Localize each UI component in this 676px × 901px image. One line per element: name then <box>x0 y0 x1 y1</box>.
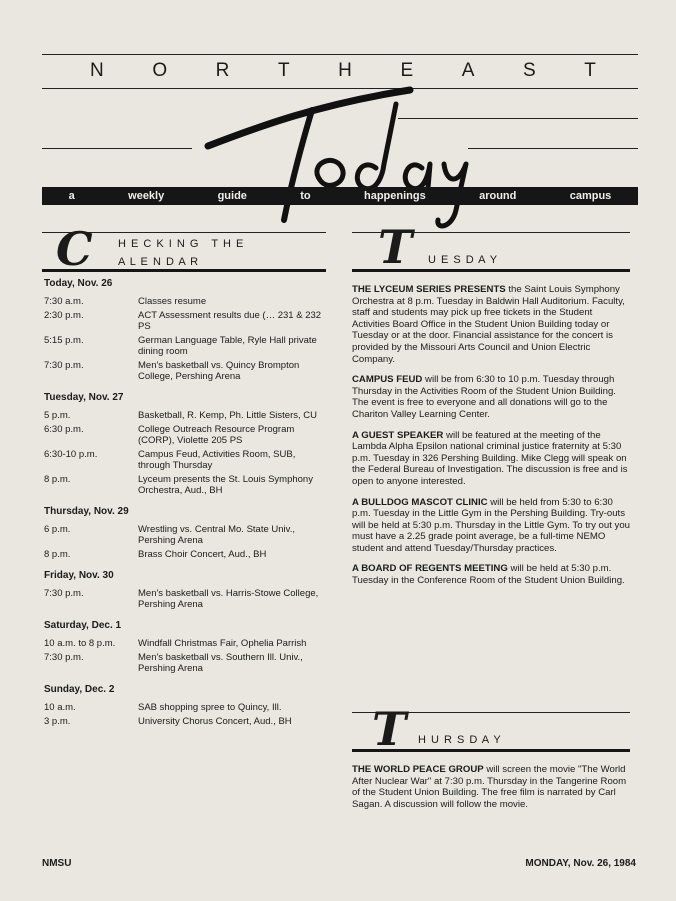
tuesday-item <box>352 497 630 555</box>
event-time: 8 p.m. <box>44 549 71 560</box>
northeast-letter: S <box>523 60 538 81</box>
item-body: will be held at 5:30 p.m. Tuesday in the Conference Room of the Student Union Building. <box>352 563 625 587</box>
event-desc: Campus Feud, Activities Room, SUB, through Thursday <box>138 449 296 471</box>
day-block <box>44 570 326 610</box>
calendar-heading-line1: H E C K I N G T H E <box>118 238 245 250</box>
event-desc: Basketball, R. Kemp, Ph. Little Sisters, CU <box>138 410 317 421</box>
northeast-letter: N <box>90 60 106 81</box>
calendar-event <box>44 310 326 332</box>
calendar-event <box>44 424 326 446</box>
day-block <box>44 684 326 727</box>
event-time: 2:30 p.m. <box>44 310 84 321</box>
weekly-guide-banner <box>42 187 638 205</box>
calendar-event <box>44 716 326 727</box>
banner-word: around <box>479 190 517 202</box>
tuesday-column <box>352 284 630 596</box>
calendar-heading <box>42 222 326 276</box>
event-time: 10 a.m. to 8 p.m. <box>44 638 116 649</box>
tuesday-item <box>352 374 630 420</box>
item-lead: THE WORLD PEACE GROUP <box>352 764 484 775</box>
calendar-event <box>44 335 326 357</box>
item-body: the Saint Louis Symphony Orchestra at 8 p.m. Tuesday in Baldwin Hall Auditorium. Faculty, staff and students may pick up free tickets in the Student Activities Board Office in the Student Union Building today or Tuesday or at the door. Financial assistance for the concert is provided by the Missouri Arts Council and Union Electric Company. <box>352 284 625 365</box>
day-heading: Tuesday, Nov. 27 <box>44 392 124 403</box>
tuesday-initial: T <box>378 220 413 274</box>
banner-word: a <box>68 190 75 202</box>
calendar-listing <box>44 278 326 737</box>
heading-rule-thick <box>352 749 630 752</box>
event-time: 7:30 p.m. <box>44 360 84 371</box>
northeast-letter: R <box>215 60 232 81</box>
northeast-letter: A <box>461 60 477 81</box>
item-lead: A GUEST SPEAKER <box>352 429 444 441</box>
event-time: 6:30 p.m. <box>44 424 84 435</box>
northeast-letter: H <box>338 60 354 81</box>
item-lead: CAMPUS FEUD <box>352 374 423 386</box>
event-time: 3 p.m. <box>44 716 71 727</box>
item-body: will be from 6:30 to 10 p.m. Tuesday through Thursday in the Activities Room of the Student Union Building. The event is free to everyone and all donations will go to the Chariton Valley Learning Center. <box>352 374 616 420</box>
thursday-initial: T <box>372 702 407 756</box>
calendar-event <box>44 588 326 610</box>
day-heading: Sunday, Dec. 2 <box>44 684 115 695</box>
event-desc: Brass Choir Concert, Aud., BH <box>138 549 267 560</box>
item-lead: THE LYCEUM SERIES PRESENTS <box>352 284 506 295</box>
event-desc: Wrestling vs. Central Mo. State Univ., Pershing Arena <box>138 524 295 546</box>
masthead-top-rule <box>42 54 638 55</box>
day-heading: Friday, Nov. 30 <box>44 570 114 581</box>
tuesday-heading-word: U E S D A Y <box>428 254 499 266</box>
event-time: 7:30 a.m. <box>44 296 84 307</box>
banner-word: campus <box>569 190 612 202</box>
item-lead: A BOARD OF REGENTS MEETING <box>352 563 508 575</box>
event-desc: Lyceum presents the St. Louis Symphony Orchestra, Aud., BH <box>138 474 313 496</box>
today-logo <box>200 60 490 240</box>
calendar-event <box>44 410 326 421</box>
day-block <box>44 278 326 382</box>
event-desc: Classes resume <box>138 296 207 307</box>
northeast-letter: T <box>584 60 598 81</box>
masthead-rule-4 <box>42 148 192 149</box>
calendar-initial: C <box>56 222 93 276</box>
calendar-event <box>44 524 326 546</box>
event-desc: German Language Table, Ryle Hall private dining room <box>138 335 317 357</box>
event-time: 10 a.m. <box>44 702 76 713</box>
masthead-rule-5 <box>468 148 638 149</box>
banner-word: weekly <box>128 190 165 202</box>
event-desc: Men's basketball vs. Quincy Brompton College, Pershing Arena <box>138 360 300 382</box>
event-time: 6:30-10 p.m. <box>44 449 98 460</box>
item-body: will be held from 5:30 to 6:30 p.m. Tuesday in the Little Gym in the Pershing Building. Try-outs will be held at 5:30 p.m. Thursday in the Little Gym. To try out you must have a 2.25 grade point average, be a full-time NEMO student and attend Tuesday/Thursday practices. <box>352 496 631 554</box>
calendar-event <box>44 449 326 471</box>
event-desc: Men's basketball vs. Harris-Stowe College, Pershing Arena <box>138 588 319 610</box>
event-desc: ACT Assessment results due (… 231 & 232 PS <box>138 310 322 332</box>
day-block <box>44 506 326 560</box>
day-heading: Saturday, Dec. 1 <box>44 620 122 631</box>
tuesday-heading <box>352 220 630 274</box>
banner-word: to <box>300 190 311 202</box>
tuesday-item <box>352 430 630 488</box>
event-time: 5 p.m. <box>44 410 71 421</box>
event-time: 8 p.m. <box>44 474 71 485</box>
calendar-event <box>44 638 326 649</box>
banner-word: guide <box>217 190 247 202</box>
day-block <box>44 392 326 496</box>
calendar-event <box>44 474 326 496</box>
calendar-event <box>44 360 326 382</box>
item-body: will be featured at the meeting of the Lambda Alpha Epsilon national criminal justice fraternity at 5:30 p.m. Tuesday in 326 Pershing Building. Mike Clegg will speak on the Federal Bureau of Investigation. The discussion is free and is open to anyone interested. <box>352 429 628 487</box>
thursday-heading <box>352 702 630 756</box>
day-heading: Today, Nov. 26 <box>44 278 113 289</box>
banner-word: happenings <box>364 190 426 202</box>
tuesday-item <box>352 563 630 586</box>
thursday-heading-word: H U R S D A Y <box>418 734 502 746</box>
northeast-letter: O <box>152 60 170 81</box>
event-desc: Windfall Christmas Fair, Ophelia Parrish <box>138 638 307 649</box>
calendar-event <box>44 702 326 713</box>
calendar-event <box>44 296 326 307</box>
day-heading: Thursday, Nov. 29 <box>44 506 129 517</box>
event-time: 7:30 p.m. <box>44 588 84 599</box>
event-time: 6 p.m. <box>44 524 71 535</box>
event-time: 5:15 p.m. <box>44 335 84 346</box>
footer-date: MONDAY, Nov. 26, 1984 <box>525 858 636 869</box>
heading-rule-thick <box>352 269 630 272</box>
item-body: will screen the movie "The World After Nuclear War" at 7:30 p.m. Thursday in the Tangerine Room of the Student Union Building. The free film is narrated by Carl Sagan. A discussion will follow the movie. <box>352 764 627 810</box>
footer-left: NMSU <box>42 858 72 869</box>
event-desc: SAB shopping spree to Quincy, Ill. <box>138 702 282 713</box>
northeast-letter: T <box>277 60 292 81</box>
event-desc: Men's basketball vs. Southern Ill. Univ., Pershing Arena <box>138 652 303 674</box>
event-time: 7:30 p.m. <box>44 652 84 663</box>
event-desc: College Outreach Resource Program (CORP), Violette 205 PS <box>138 424 295 446</box>
calendar-event <box>44 549 326 560</box>
northeast-letter: E <box>400 60 416 81</box>
heading-rule-thick <box>42 269 326 272</box>
thursday-column <box>352 764 630 819</box>
calendar-heading-line2: A L E N D A R <box>118 256 200 268</box>
calendar-event <box>44 652 326 674</box>
thursday-item <box>352 764 630 810</box>
event-desc: University Chorus Concert, Aud., BH <box>138 716 292 727</box>
tuesday-item <box>352 284 630 365</box>
day-block <box>44 620 326 674</box>
item-lead: A BULLDOG MASCOT CLINIC <box>352 496 488 508</box>
